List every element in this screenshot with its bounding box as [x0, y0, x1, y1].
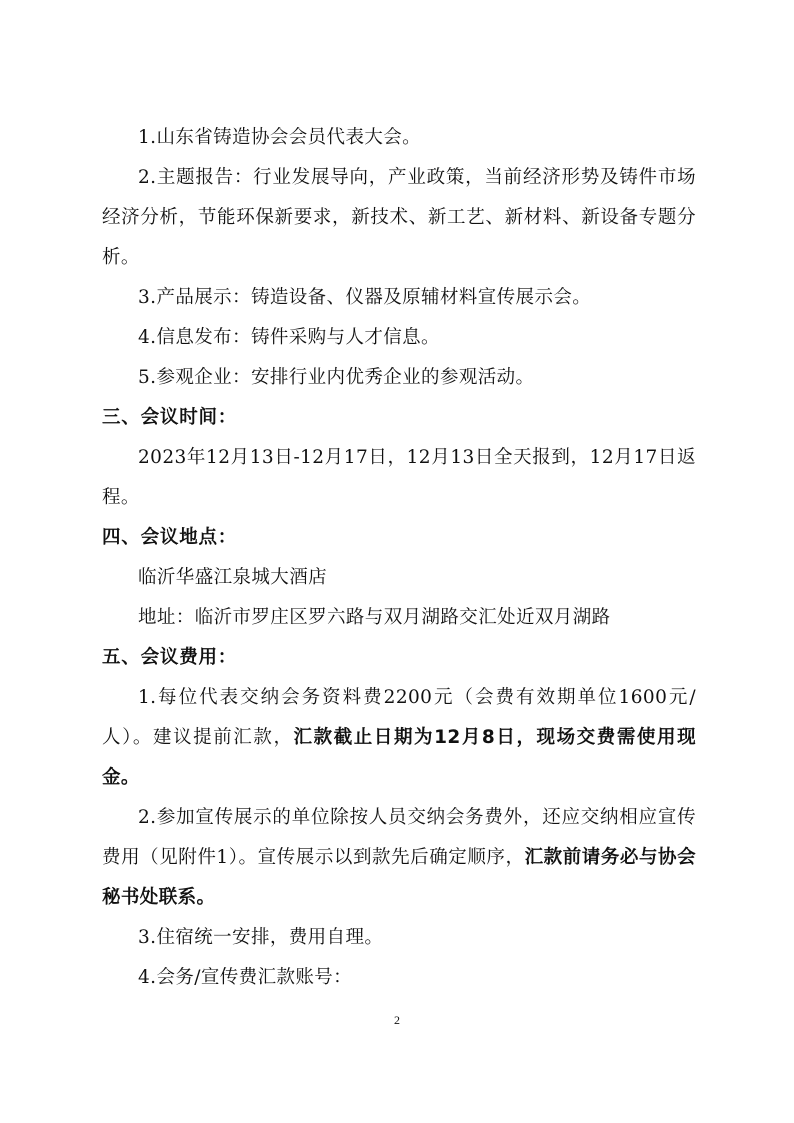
fee-paragraph-1-emphasis: 汇款截止日期为12月8日，现场交费需使用现金。: [102, 727, 696, 788]
fee-paragraph-1: [102, 678, 696, 798]
hotel-name: 临沂华盛江泉城大酒店: [138, 567, 328, 588]
document-body: [102, 118, 696, 998]
hotel-address: 地址：临沂市罗庄区罗六路与双月湖路交汇处近双月湖路: [138, 607, 611, 628]
fee-paragraph-2: [102, 798, 696, 918]
meeting-time-text: 2023年12月13日-12月17日，12月13日全天报到，12月17日返程。: [102, 447, 696, 508]
item-5: 5.参观企业：安排行业内优秀企业的参观活动。: [138, 367, 535, 388]
fee-paragraph-4: 4.会务/宣传费汇款账号：: [138, 967, 353, 988]
item-4: 4.信息发布：铸件采购与人才信息。: [138, 327, 440, 348]
page-number: 2: [394, 1013, 400, 1027]
section-heading-location: 四、会议地点：: [102, 527, 238, 548]
fee-paragraph-3: 3.住宿统一安排，费用自理。: [138, 927, 384, 948]
fee-paragraph-2-emphasis: 汇款前请务必与协会秘书处联系。: [102, 847, 696, 908]
section-heading-time: 三、会议时间：: [102, 407, 238, 428]
section-heading-fees: 五、会议费用：: [102, 647, 238, 668]
fee-paragraph-2-text: 2.参加宣传展示的单位除按人员交纳会务费外，还应交纳相应宣传费用（见附件1）。宣传展示以到款先后确定顺序，: [102, 807, 696, 868]
item-3: 3.产品展示：铸造设备、仪器及原辅材料宣传展示会。: [138, 287, 592, 308]
item-2: 2.主题报告：行业发展导向，产业政策，当前经济形势及铸件市场经济分析，节能环保新要求，新技术、新工艺、新材料、新设备专题分析。: [102, 167, 696, 268]
item-1: 1.山东省铸造协会会员代表大会。: [138, 127, 422, 148]
fee-paragraph-1-text: 1.每位代表交纳会务资料费2200元（会费有效期单位1600元/人）。建议提前汇款，: [102, 687, 696, 748]
